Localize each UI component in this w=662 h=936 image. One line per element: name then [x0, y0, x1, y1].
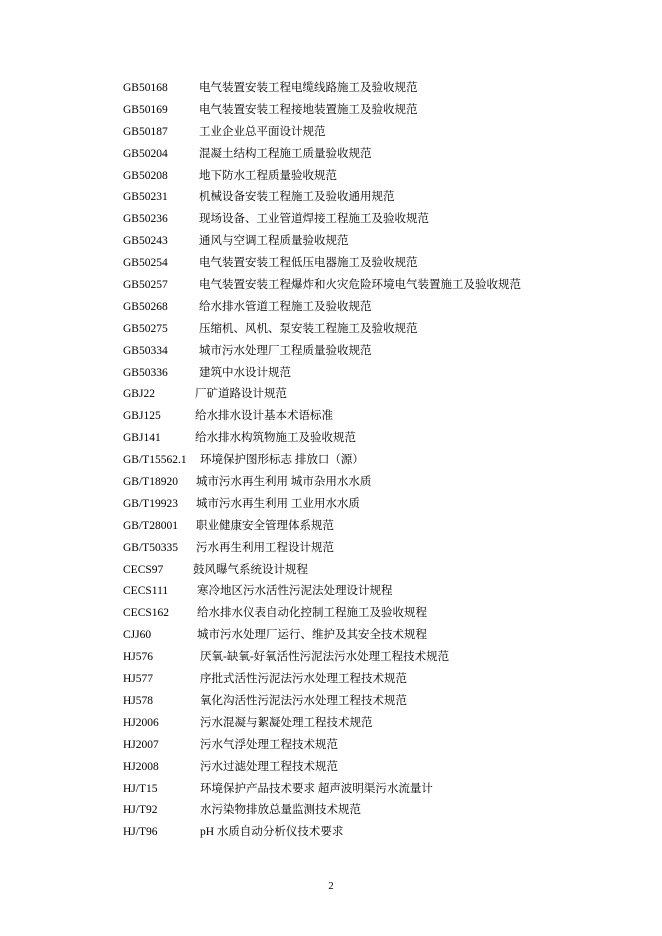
- standard-row: [123, 669, 643, 691]
- standard-row: [123, 822, 643, 844]
- standard-code: HJ/T15: [123, 782, 158, 795]
- standard-title: 城市污水处理厂工程质量验收规范: [199, 344, 372, 357]
- standard-row: [123, 625, 643, 647]
- standard-title: 职业健康安全管理体系规范: [196, 519, 334, 532]
- standard-code: GB/T18920: [123, 476, 178, 489]
- page-number: 2: [328, 881, 334, 892]
- standard-title: 现场设备、工业管道焊接工程施工及验收规范: [199, 213, 429, 226]
- standard-code: GB50336: [123, 366, 168, 379]
- standard-row: [123, 209, 643, 231]
- standard-code: HJ/T92: [123, 804, 158, 817]
- standard-title: 工业企业总平面设计规范: [199, 125, 326, 138]
- standard-row: [123, 253, 643, 275]
- standard-row: [123, 319, 643, 341]
- standard-title: 通风与空调工程质量验收规范: [199, 235, 349, 248]
- standard-code: GB50236: [123, 213, 168, 226]
- standard-title: 城市污水再生利用 城市杂用水水质: [196, 476, 372, 489]
- standard-row: [123, 647, 643, 669]
- standard-row: [123, 406, 643, 428]
- standard-title: 机械设备安装工程施工及验收通用规范: [199, 191, 395, 204]
- standard-row: [123, 713, 643, 735]
- standard-title: 污水再生利用工程设计规范: [196, 541, 334, 554]
- standard-code: GB50231: [123, 191, 168, 204]
- standard-title: 序批式活性污泥法污水处理工程技术规范: [200, 673, 407, 686]
- standard-title: 厌氧-缺氧-好氧活性污泥法污水处理工程技术规范: [200, 651, 450, 664]
- standard-code: GB50257: [123, 279, 168, 292]
- standard-code: GB50168: [123, 82, 168, 94]
- standard-title: 污水混凝与絮凝处理工程技术规范: [200, 716, 373, 729]
- standard-code: GBJ141: [123, 432, 161, 445]
- standard-row: [123, 363, 643, 385]
- standard-title: 给水排水仪表自动化控制工程施工及验收规程: [197, 607, 427, 620]
- standard-code: GB50268: [123, 300, 168, 313]
- standard-title: 电气装置安装工程接地装置施工及验收规范: [199, 103, 418, 116]
- standard-row: [123, 166, 643, 188]
- standard-title: 环境保护产品技术要求 超声波明渠污水流量计: [200, 782, 433, 795]
- standard-code: GBJ22: [123, 388, 155, 401]
- standard-code: CECS111: [123, 585, 169, 598]
- standard-row: [123, 560, 643, 582]
- standard-title: 鼓风曝气系统设计规程: [193, 563, 308, 576]
- standard-code: HJ2007: [123, 738, 159, 751]
- standard-row: [123, 603, 643, 625]
- standard-row: [123, 428, 643, 450]
- standard-title: 建筑中水设计规范: [199, 366, 291, 379]
- standard-row: [123, 384, 643, 406]
- standard-title: 给水排水设计基本术语标准: [195, 410, 333, 423]
- standard-code: HJ2006: [123, 716, 159, 729]
- standard-title: 污水气浮处理工程技术规范: [200, 738, 338, 751]
- standard-code: HJ576: [123, 651, 154, 664]
- standard-row: [123, 538, 643, 560]
- standard-row: [123, 779, 643, 801]
- standard-row: [123, 516, 643, 538]
- standard-code: GB50334: [123, 344, 168, 357]
- standard-code: GBJ125: [123, 410, 161, 423]
- standard-code: HJ578: [123, 694, 154, 707]
- standard-title: pH 水质自动分析仪技术要求: [200, 826, 344, 839]
- standard-code: CECS97: [123, 563, 164, 576]
- standard-title: 电气装置安装工程电缆线路施工及验收规范: [199, 82, 418, 94]
- standard-row: [123, 78, 643, 100]
- standard-title: 氧化沟活性污泥法污水处理工程技术规范: [200, 694, 407, 707]
- standard-title: 混凝土结构工程施工质量验收规范: [199, 147, 372, 160]
- standard-row: [123, 100, 643, 122]
- standard-title: 城市污水再生利用 工业用水水质: [196, 497, 360, 510]
- standard-title: 电气装置安装工程低压电器施工及验收规范: [199, 257, 418, 270]
- standard-title: 厂矿道路设计规范: [195, 388, 287, 401]
- standard-row: [123, 494, 643, 516]
- standard-code: HJ2008: [123, 760, 159, 773]
- standard-row: [123, 581, 643, 603]
- standard-code: CECS162: [123, 607, 170, 620]
- standard-row: [123, 275, 643, 297]
- standard-title: 寒冷地区污水活性污泥法处理设计规程: [197, 585, 393, 598]
- standard-code: GB50243: [123, 235, 168, 248]
- standard-code: HJ577: [123, 673, 154, 686]
- standard-title: 电气装置安装工程爆炸和火灾危险环境电气装置施工及验收规范: [199, 279, 521, 292]
- standard-row: [123, 187, 643, 209]
- standard-row: [123, 144, 643, 166]
- standard-code: GB/T19923: [123, 497, 178, 510]
- standard-code: GB50275: [123, 322, 168, 335]
- standard-code: CJJ60: [123, 629, 152, 642]
- standard-title: 压缩机、风机、泵安装工程施工及验收规范: [199, 322, 418, 335]
- standard-row: [123, 231, 643, 253]
- standard-title: 地下防水工程质量验收规范: [199, 169, 337, 182]
- standard-row: [123, 735, 643, 757]
- standard-code: GB50169: [123, 103, 168, 116]
- standard-code: GB/T15562.1: [123, 454, 187, 467]
- standard-code: GB50208: [123, 169, 168, 182]
- standard-row: [123, 472, 643, 494]
- standard-row: [123, 757, 643, 779]
- standard-title: 城市污水处理厂运行、维护及其安全技术规程: [197, 629, 427, 642]
- standard-row: [123, 450, 643, 472]
- standard-row: [123, 691, 643, 713]
- standard-row: [123, 341, 643, 363]
- standard-code: HJ/T96: [123, 826, 158, 839]
- standard-title: 给水排水构筑物施工及验收规范: [195, 432, 356, 445]
- standard-title: 给水排水管道工程施工及验收规范: [199, 300, 372, 313]
- standard-row: [123, 122, 643, 144]
- standard-row: [123, 800, 643, 822]
- standard-title: 环境保护图形标志 排放口（源）: [200, 454, 364, 467]
- standard-row: [123, 297, 643, 319]
- standard-code: GB50254: [123, 257, 168, 270]
- standard-code: GB50204: [123, 147, 168, 160]
- standard-code: GB/T50335: [123, 541, 178, 554]
- standard-title: 水污染物排放总量监测技术规范: [200, 804, 361, 817]
- standards-list: [123, 78, 643, 844]
- standard-code: GB/T28001: [123, 519, 178, 532]
- standard-code: GB50187: [123, 125, 168, 138]
- standard-title: 污水过滤处理工程技术规范: [200, 760, 338, 773]
